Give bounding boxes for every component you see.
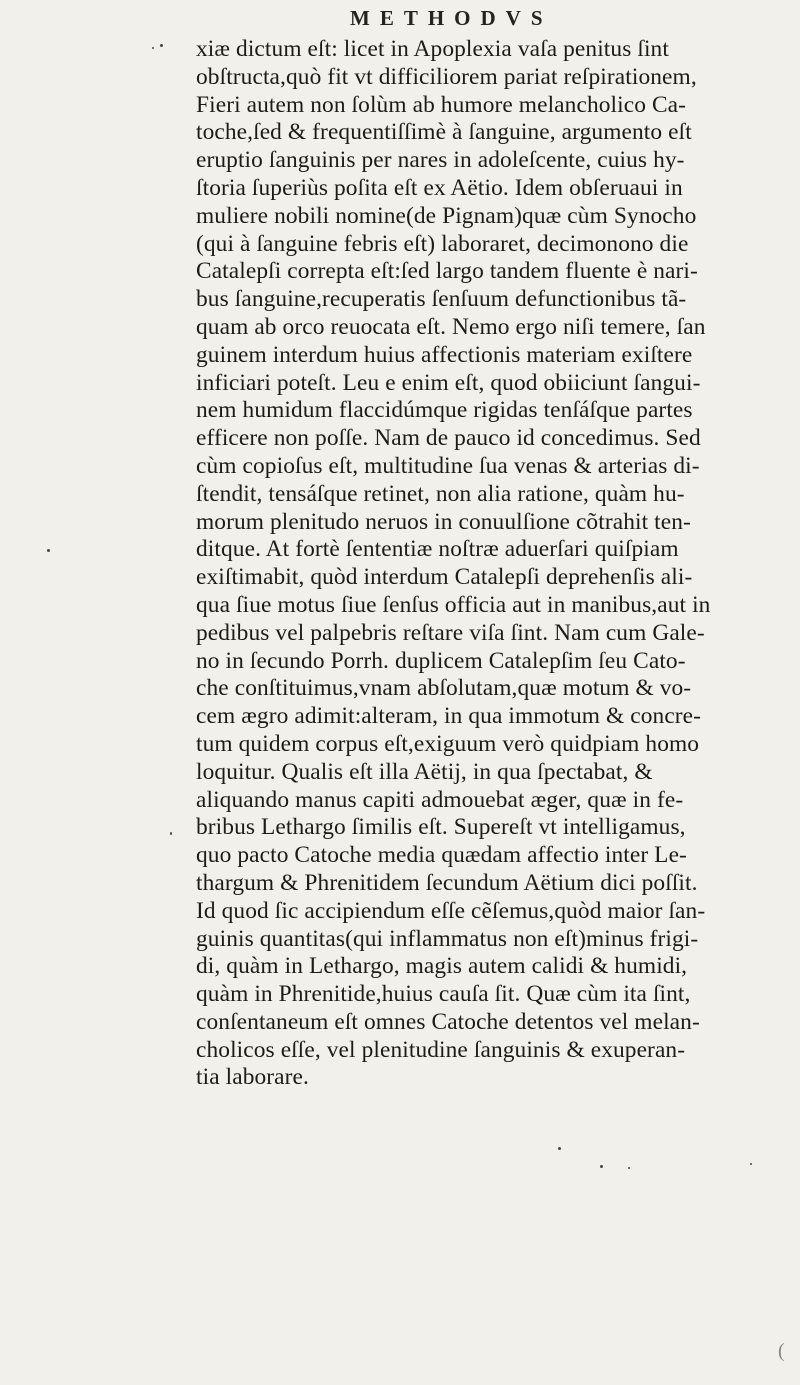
text-line: aliquando manus capiti admouebat æger, quæ in fe-: [196, 786, 684, 813]
text-line: cem ægro adimit:alteram, in qua immotum & concre-: [196, 703, 702, 730]
running-head: METHODVS: [350, 6, 553, 30]
text-line: che conſtituimus,vnam abſolutam,quæ motum & vo-: [196, 675, 692, 702]
text-line: Id quod ſic accipiendum eſſe cẽſemus,quòd maior ſan-: [196, 897, 706, 924]
text-block: [196, 36, 786, 1092]
text-line: cholicos eſſe, vel plenitudine ſanguinis & exuperan-: [196, 1036, 686, 1063]
text-line: bribus Lethargo ſimilis eſt. Supereſt vt intelligamus,: [196, 814, 686, 841]
text-line: (qui à ſanguine febris eſt) laboraret, decimonono die: [196, 230, 689, 257]
text-line: ſtendit, tensáſque retinet, non alia ratione, quàm hu-: [196, 480, 685, 507]
text-line: loquitur. Qualis eſt illa Aëtij, in qua ſpectabat, &: [196, 758, 653, 785]
ink-speck: [170, 832, 172, 835]
text-line: inficiari poteſt. Leu e enim eſt, quod obiiciunt ſangui-: [196, 369, 701, 396]
ink-speck: [600, 1165, 603, 1168]
text-line: guinis quantitas(qui inflammatus non eſt)minus frigi-: [196, 925, 699, 952]
ink-speck: [558, 1147, 561, 1150]
text-line: cùm copioſus eſt, multitudine ſua venas & arterias di-: [196, 452, 700, 479]
text-line: Catalepſi correpta eſt:ſed largo tandem fluente è nari-: [196, 258, 698, 285]
text-line: no in ſecundo Porrh. duplicem Catalepſim ſeu Cato-: [196, 647, 686, 674]
text-line: xiæ dictum eſt: licet in Apoplexia vaſa penitus ſint: [196, 36, 669, 62]
text-line: qua ſiue motus ſiue ſenſus officia aut in manibus,aut in: [196, 591, 711, 618]
text-line: conſentaneum eſt omnes Catoche detentos vel melan-: [196, 1008, 700, 1035]
text-line: pedibus vel palpebris reſtare viſa ſint. Nam cum Gale-: [196, 619, 705, 646]
ink-speck: [750, 1163, 752, 1165]
text-line: tia laborare.: [196, 1064, 309, 1091]
ink-speck: [152, 47, 154, 49]
text-line: morum plenitudo neruos in conuulſione cõtrahit ten-: [196, 508, 691, 535]
text-line: Fieri autem non ſolùm ab humore melancholico Ca-: [196, 91, 687, 118]
text-line: quam ab orco reuocata eſt. Nemo ergo niſi temere, ſan: [196, 313, 706, 340]
page-mark: (: [778, 1340, 785, 1362]
text-line: nem humidum flaccidúmque rigidas tenſáſque partes: [196, 397, 693, 424]
text-line: obſtructa,quò fit vt difficiliorem pariat reſpirationem,: [196, 63, 697, 90]
text-line: di, quàm in Lethargo, magis autem calidi & humidi,: [196, 953, 688, 980]
text-line: tum quidem corpus eſt,exiguum verò quidpiam homo: [196, 730, 700, 757]
text-line: muliere nobili nomine(de Pignam)quæ cùm Synocho: [196, 202, 697, 229]
ink-speck: [628, 1167, 630, 1169]
text-line: bus ſanguine,recuperatis ſenſuum defunctionibus tã-: [196, 286, 687, 313]
text-line: exiſtimabit, quòd interdum Catalepſi deprehenſis ali-: [196, 564, 693, 591]
text-line: efficere non poſſe. Nam de pauco id concedimus. Sed: [196, 425, 701, 452]
ink-speck: [47, 549, 50, 552]
text-line: eruptio ſanguinis per nares in adoleſcente, cuius hy-: [196, 147, 685, 174]
text-line: quàm in Phrenitide,huius cauſa ſit. Quæ cùm ita ſint,: [196, 981, 691, 1008]
text-line: ditque. At fortè ſententiæ noſtræ aduerſari quiſpiam: [196, 536, 679, 563]
text-line: thargum & Phrenitidem ſecundum Aëtium dici poſſit.: [196, 869, 698, 896]
ink-speck: [160, 44, 163, 47]
text-line: guinem interdum huius affectionis materiam exiſtere: [196, 341, 693, 368]
text-line: toche,ſed & frequentiſſimè à ſanguine, argumento eſt: [196, 119, 692, 146]
text-line: quo pacto Catoche media quædam affectio inter Le-: [196, 842, 687, 869]
text-line: ſtoria ſuperiùs poſita eſt ex Aëtio. Idem obſeruaui in: [196, 174, 683, 201]
